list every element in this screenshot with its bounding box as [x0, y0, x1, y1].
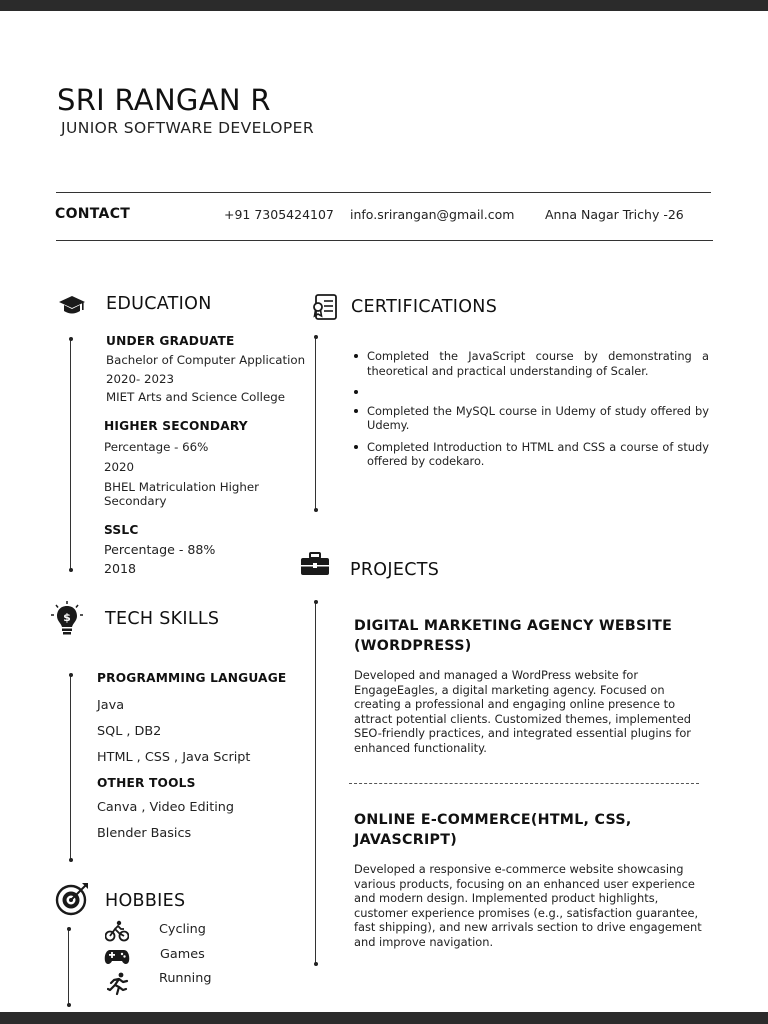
contact-heading: CONTACT	[55, 206, 131, 222]
tool-item: Blender Basics	[97, 826, 192, 841]
contact-address: Anna Nagar Trichy -26	[545, 207, 684, 222]
contact-top-divider	[56, 192, 711, 193]
certification-item: Completed the MySQL course in Udemy of study offered by Udemy.	[352, 404, 709, 433]
running-icon	[107, 972, 129, 998]
education-timeline	[70, 339, 71, 570]
briefcase-icon	[300, 551, 330, 577]
skills-heading: TECH SKILLS	[105, 609, 220, 629]
hobby-item: Running	[159, 971, 212, 986]
skill-item: Java	[97, 698, 125, 713]
project-description: Developed a responsive e-commerce website showcasing various products, focusing on an enhanced user experience and modern design. Implemented product highlights, customer experience promises (e.g., satisfaction guarantee, fast shipping), and new arrivals section to drive engagement and improve navigation.	[354, 862, 702, 949]
ug-college: MIET Arts and Science College	[106, 390, 285, 404]
contact-bottom-divider	[56, 240, 713, 241]
certifications-heading: CERTIFICATIONS	[351, 297, 498, 317]
certifications-timeline	[315, 337, 316, 510]
hsc-school-line2: Secondary	[104, 494, 167, 508]
svg-text:$: $	[63, 611, 71, 624]
target-icon	[54, 881, 90, 917]
hsc-title: HIGHER SECONDARY	[104, 419, 248, 433]
ug-degree: Bachelor of Computer Application	[106, 353, 306, 367]
certification-item: Completed Introduction to HTML and CSS a course of study offered by codekaro.	[352, 440, 709, 469]
skill-item: SQL , DB2	[97, 724, 162, 739]
skill-item: HTML , CSS , Java Script	[97, 750, 251, 765]
hsc-school-line1: BHEL Matriculation Higher	[104, 480, 259, 494]
certification-item: Completed the JavaScript course by demonstrating a theoretical and practical understanding of Scaler.	[352, 349, 709, 378]
top-bar	[0, 0, 768, 11]
candidate-name: SRI RANGAN R	[57, 83, 271, 117]
hsc-percentage: Percentage - 66%	[104, 440, 209, 454]
sslc-percentage: Percentage - 88%	[104, 542, 216, 557]
tools-heading: OTHER TOOLS	[97, 776, 196, 790]
hobbies-heading: HOBBIES	[105, 891, 186, 911]
bottom-bar	[0, 1012, 768, 1024]
certification-item	[352, 385, 709, 400]
sslc-year: 2018	[104, 561, 137, 576]
projects-timeline	[315, 602, 316, 964]
cycling-icon	[105, 920, 129, 942]
sslc-title: SSLC	[104, 523, 139, 537]
hobby-item: Games	[160, 947, 205, 962]
projects-heading: PROJECTS	[350, 560, 440, 580]
contact-phone: +91 7305424107	[224, 207, 334, 222]
ug-title: UNDER GRADUATE	[106, 334, 235, 348]
project-title: DIGITAL MARKETING AGENCY WEBSITE (WORDPRESS)	[354, 618, 673, 654]
hobby-item: Cycling	[159, 922, 206, 937]
contact-email[interactable]: info.srirangan@gmail.com	[350, 207, 515, 222]
skills-timeline	[70, 675, 71, 860]
ug-years: 2020- 2023	[106, 372, 175, 386]
job-title: JUNIOR SOFTWARE DEVELOPER	[61, 119, 315, 137]
lightbulb-icon	[50, 600, 84, 638]
hsc-year: 2020	[104, 460, 135, 474]
graduation-cap-icon	[58, 294, 86, 316]
hobbies-timeline	[68, 929, 69, 1005]
tool-item: Canva , Video Editing	[97, 800, 234, 815]
project-title: ONLINE E-COMMERCE(HTML, CSS, JAVASCRIPT)	[354, 812, 632, 848]
gamepad-icon	[104, 948, 130, 966]
project-description: Developed and managed a WordPress website for EngageEagles, a digital marketing agency. Focused on creating a professional and engaging online presence to attract potential clients. Customized themes, implemented SEO-friendly practices, and integrated essential plugins for enhanced functionality.	[354, 668, 691, 755]
certifications-list	[352, 349, 709, 476]
project-divider	[349, 783, 699, 784]
programming-heading: PROGRAMMING LANGUAGE	[97, 671, 287, 685]
certificate-icon	[311, 293, 339, 321]
education-heading: EDUCATION	[106, 294, 212, 314]
